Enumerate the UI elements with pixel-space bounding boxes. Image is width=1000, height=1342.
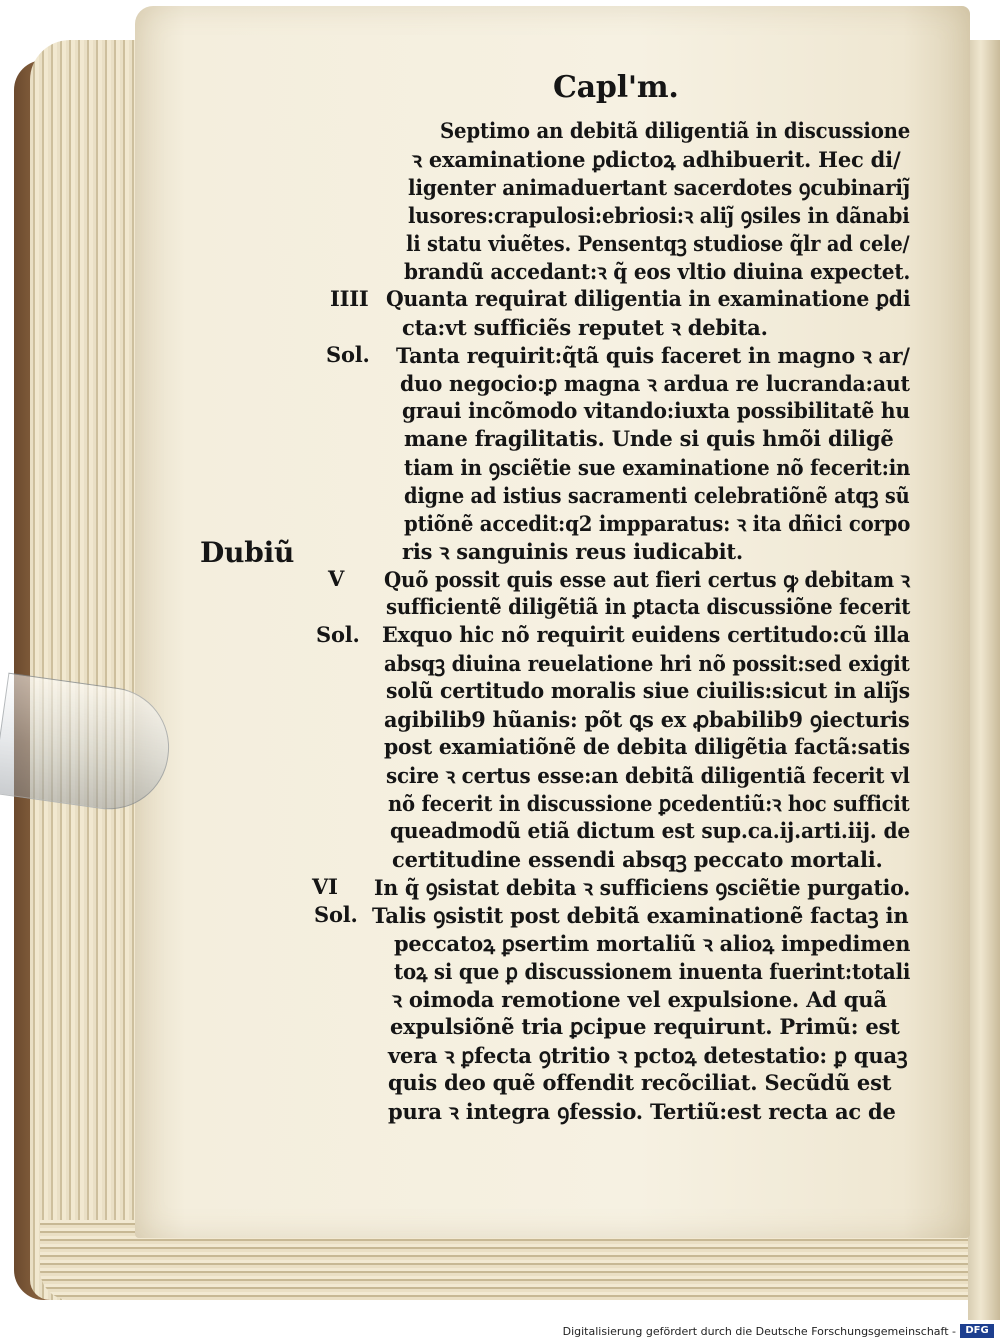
text-line: ptiõnẽ accedit:q2 impparatus: ꝛ ita dñici corpo — [404, 511, 911, 536]
text-line: mane fragilitatis. Unde si quis hmõi diligẽ — [404, 426, 894, 451]
text-line: li statu viuẽtes. Pensentqꝫ studiose q̃lr ad cele/ — [406, 231, 910, 256]
text-line: absqꝫ diuina reuelatione hri nõ possit:sed exigit — [384, 651, 910, 676]
text-line: peccatoꝝ ꝑsertim mortaliũ ꝛ alioꝝ impedimen — [394, 931, 911, 956]
text-line: ꝛ oimoda remotione vel expulsione. Ad quã — [392, 987, 887, 1012]
line-marker: IIII — [330, 286, 369, 311]
footer-credit: Digitalisierung gefördert durch die Deutsche Forschungsgemeinschaft - — [562, 1325, 956, 1338]
text-line: vera ꝛ ꝑfecta ꝯtritio ꝛ pctoꝝ detestatio: ꝑ quaꝫ — [388, 1043, 908, 1068]
text-line: pura ꝛ integra ꝯfessio. Tertiũ:est recta ac de — [388, 1099, 896, 1124]
text-line: cta:vt sufficiẽs reputet ꝛ debita. — [402, 315, 768, 340]
dfg-logo: DFG — [960, 1324, 994, 1338]
text-line: ris ꝛ sanguinis reus iudicabit. — [402, 539, 744, 564]
text-line: post examiatiõnẽ de debita diligẽtia factã:satis — [384, 734, 910, 759]
text-line: Septimo an debitã diligentiã in discussione — [440, 118, 911, 143]
text-line: expulsiõnẽ tria ꝑcipue requirunt. Primũ: est — [390, 1014, 900, 1039]
line-marker: VI — [312, 874, 338, 899]
text-line: duo negocio:ꝑ magna ꝛ ardua re lucranda:aut — [400, 371, 910, 396]
text-line: queadmodũ etiã dictum est sup.ca.ij.arti.iij. de — [390, 818, 911, 843]
line-marker: Sol. — [316, 622, 360, 647]
text-line: scire ꝛ certus esse:an debitã diligentiã fecerit vl — [386, 763, 910, 788]
text-line: Talis ꝯsistit post debitã examinationẽ factaꝫ in — [372, 903, 909, 928]
text-line: solũ certitudo moralis siue ciuilis:sicut in aliȷ̃s — [386, 678, 910, 703]
text-line: Tanta requirit:q̃tã quis faceret in magno ꝛ ar/ — [396, 343, 910, 368]
text-line: nõ fecerit in discussione ꝑcedentiũ:ꝛ hoc sufficit — [388, 791, 910, 816]
book-gutter — [968, 40, 1000, 1320]
text-line: sufficientẽ diligẽtiã in ꝑtacta discussiõne fecerit — [386, 594, 911, 619]
page-edges-left — [30, 40, 150, 1300]
text-line: ligenter animaduertant sacerdotes ꝯcubinariȷ̃ — [408, 175, 910, 200]
text-line: brandũ accedant:ꝛ q̃ eos vltio diuina expectet. — [404, 259, 911, 284]
text-line: Quanta requirat diligentia in examinatione ꝑdi — [386, 286, 911, 311]
line-marker: Sol. — [326, 342, 370, 367]
text-line: lusores:crapulosi:ebriosi:ꝛ aliȷ̃ ꝯsiles in dãnabi — [408, 203, 910, 228]
text-line: agibilib9 hũanis: põt ꝗs ex ꝓbabilib9 ꝯiecturis — [384, 707, 910, 732]
text-line: quis deo quẽ offendit recõciliat. Secũdũ est — [388, 1070, 892, 1095]
text-line: toꝝ si que ꝑ discussionem inuenta fuerint:totali — [394, 959, 911, 984]
running-header: Capl'm. — [553, 70, 679, 105]
line-marker: Sol. — [314, 902, 358, 927]
line-marker: V — [328, 566, 345, 591]
text-line: certitudine essendi absqꝫ peccato mortali. — [392, 847, 883, 872]
text-line: Exquo hic nõ requirit euidens certitudo:cũ illa — [382, 622, 910, 647]
text-line: digne ad istius sacramenti celebratiõnẽ atqꝫ sũ — [404, 483, 910, 508]
text-line: graui incõmodo vitando:iuxta possibilitatẽ hu — [402, 398, 910, 423]
text-line: In q̃ ꝯsistat debita ꝛ sufficiens ꝯsciẽtie purgatio. — [374, 875, 911, 900]
margin-note: Dubiũ — [200, 536, 295, 569]
text-line: Quõ possit quis esse aut fieri certus ꝙ debitam ꝛ — [384, 567, 910, 592]
text-line: ꝛ examinatione ꝑdictoꝝ adhibuerit. Hec di/ — [412, 147, 901, 172]
text-line: tiam in ꝯsciẽtie sue examinatione nõ fecerit:in — [404, 455, 911, 480]
